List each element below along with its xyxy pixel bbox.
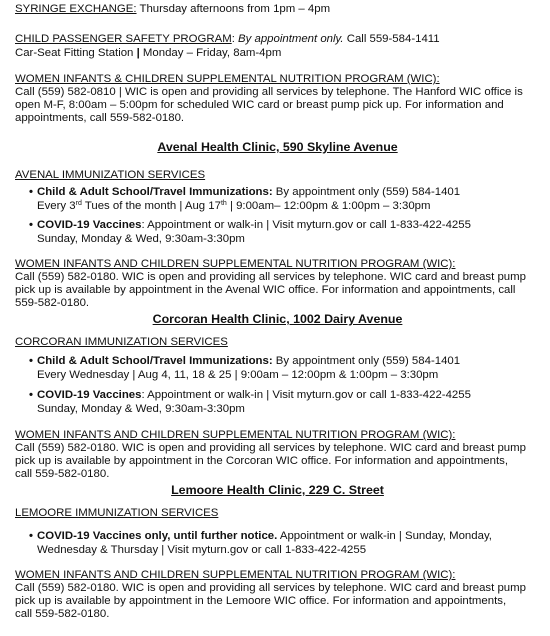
bullet-icon: • bbox=[29, 530, 33, 542]
avenal-wic-heading: WOMEN INFANTS AND CHILDREN SUPPLEMENTAL NUTRITION PROGRAM (WIC): bbox=[15, 258, 456, 270]
corcoran-wic-line: call 559-582-0180. bbox=[15, 468, 110, 480]
avenal-immunization-heading: AVENAL IMMUNIZATION SERVICES bbox=[15, 169, 206, 181]
avenal-schedule-hours: | 9:00am– 12:00pm & 1:00pm – 3:30pm bbox=[226, 199, 431, 212]
avenal-covid-label: COVID-19 Vaccines bbox=[37, 219, 142, 231]
carseat-hours: Monday – Friday, 8am-4pm bbox=[139, 47, 282, 59]
avenal-covid-hours: Sunday, Monday & Wed, 9:30am-3:30pm bbox=[37, 232, 245, 245]
avenal-wic-line: Call (559) 582-0180. WIC is open and providing all services by telephone. WIC card and breast pump bbox=[15, 271, 526, 283]
avenal-wic-line: 559-582-0180. bbox=[15, 297, 90, 309]
avenal-clinic-title: Avenal Health Clinic, 590 Skyline Avenue bbox=[157, 140, 398, 154]
carseat-line bbox=[15, 47, 540, 61]
carseat-text: Car-Seat Fitting Station bbox=[15, 47, 137, 59]
corcoran-wic-line: Call (559) 582-0180. WIC is open and providing all services by telephone. WIC card and breast pump bbox=[15, 442, 526, 454]
carseat-separator: | bbox=[136, 47, 140, 59]
bullet-icon: • bbox=[29, 389, 33, 401]
child-passenger-colon: : bbox=[231, 33, 239, 45]
lemoore-wic-line: Call (559) 582-0180. WIC is open and providing all services by telephone. WIC card and breast pump bbox=[15, 582, 526, 594]
avenal-travel-imm-label: Child & Adult School/Travel Immunizations: bbox=[37, 186, 273, 198]
lemoore-covid-text: Wednesday & Thursday | Visit myturn.gov or call 1-833-422-4255 bbox=[37, 543, 367, 556]
hanford-wic-line: Call (559) 582-0810 | WIC is open and providing all services by telephone. The Hanford WIC office is bbox=[15, 86, 523, 98]
avenal-schedule-text: Every 3 bbox=[37, 199, 76, 212]
child-passenger-appt: By appointment only. bbox=[238, 33, 344, 45]
child-passenger-call: Call 559-584-1411 bbox=[343, 33, 440, 45]
hanford-wic-heading: WOMEN INFANTS & CHILDREN SUPPLEMENTAL NUTRITION PROGRAM (WIC): bbox=[15, 73, 440, 85]
lemoore-wic-line: call 559-582-0180. bbox=[15, 608, 110, 620]
list-item bbox=[29, 530, 537, 557]
lemoore-wic-heading: WOMEN INFANTS AND CHILDREN SUPPLEMENTAL NUTRITION PROGRAM (WIC): bbox=[15, 569, 456, 581]
ordinal-suffix: th bbox=[220, 199, 227, 207]
syringe-exchange-text: Thursday afternoons from 1pm – 4pm bbox=[136, 3, 331, 15]
list-item bbox=[29, 219, 537, 246]
avenal-travel-imm-text: By appointment only (559) 584-1401 bbox=[272, 186, 461, 198]
corcoran-schedule-text: Every Wednesday | Aug 4, 11, 18 & 25 | 9:00am – 12:00pm & 1:00pm – 3:30pm bbox=[37, 368, 439, 381]
corcoran-travel-imm-text: By appointment only (559) 584-1401 bbox=[272, 355, 461, 367]
corcoran-wic-heading: WOMEN INFANTS AND CHILDREN SUPPLEMENTAL NUTRITION PROGRAM (WIC): bbox=[15, 429, 456, 441]
lemoore-clinic-title: Lemoore Health Clinic, 229 C. Street bbox=[171, 483, 384, 497]
lemoore-covid-text: Appointment or walk-in | Sunday, Monday, bbox=[277, 530, 492, 542]
bullet-icon: • bbox=[29, 355, 33, 367]
corcoran-covid-label: COVID-19 Vaccines bbox=[37, 389, 142, 401]
avenal-covid-text: : Appointment or walk-in | Visit myturn.gov or call 1-833-422-4255 bbox=[141, 219, 471, 231]
bullet-icon: • bbox=[29, 219, 33, 231]
child-passenger-line bbox=[15, 33, 540, 47]
list-item bbox=[29, 389, 537, 416]
list-item bbox=[29, 355, 537, 382]
list-item bbox=[29, 186, 537, 213]
corcoran-wic-line: pick up is available by appointment in the Corcoran WIC office. For information and appointments, bbox=[15, 455, 509, 467]
lemoore-immunization-heading: LEMOORE IMMUNIZATION SERVICES bbox=[15, 507, 219, 519]
hanford-wic-line: open M-F, 8:00am – 5:00pm for scheduled WIC card or breast pump pick up. For information and bbox=[15, 99, 504, 111]
corcoran-covid-text: : Appointment or walk-in | Visit myturn.gov or call 1-833-422-4255 bbox=[141, 389, 471, 401]
corcoran-clinic-title: Corcoran Health Clinic, 1002 Dairy Avenue bbox=[152, 312, 403, 326]
corcoran-travel-imm-label: Child & Adult School/Travel Immunizations: bbox=[37, 355, 273, 367]
avenal-wic-line: pick up is available by appointment in the Avenal WIC office. For information and appointments, call bbox=[15, 284, 516, 296]
lemoore-covid-label: COVID-19 Vaccines only, until further notice. bbox=[37, 530, 278, 542]
bullet-icon: • bbox=[29, 186, 33, 198]
syringe-exchange-label: SYRINGE EXCHANGE: bbox=[15, 3, 137, 15]
ordinal-suffix: rd bbox=[75, 199, 82, 207]
corcoran-immunization-heading: CORCORAN IMMUNIZATION SERVICES bbox=[15, 336, 228, 348]
lemoore-wic-line: pick up is available by appointment in the Lemoore WIC office. For information and appointments, bbox=[15, 595, 507, 607]
hanford-wic-line: appointments, call 559-582-0180. bbox=[15, 112, 185, 124]
corcoran-covid-hours: Sunday, Monday & Wed, 9:30am-3:30pm bbox=[37, 402, 245, 415]
syringe-exchange-line bbox=[15, 3, 540, 17]
child-passenger-label: CHILD PASSENGER SAFETY PROGRAM bbox=[15, 33, 232, 45]
avenal-schedule-text: Tues of the month | Aug 17 bbox=[81, 199, 221, 212]
